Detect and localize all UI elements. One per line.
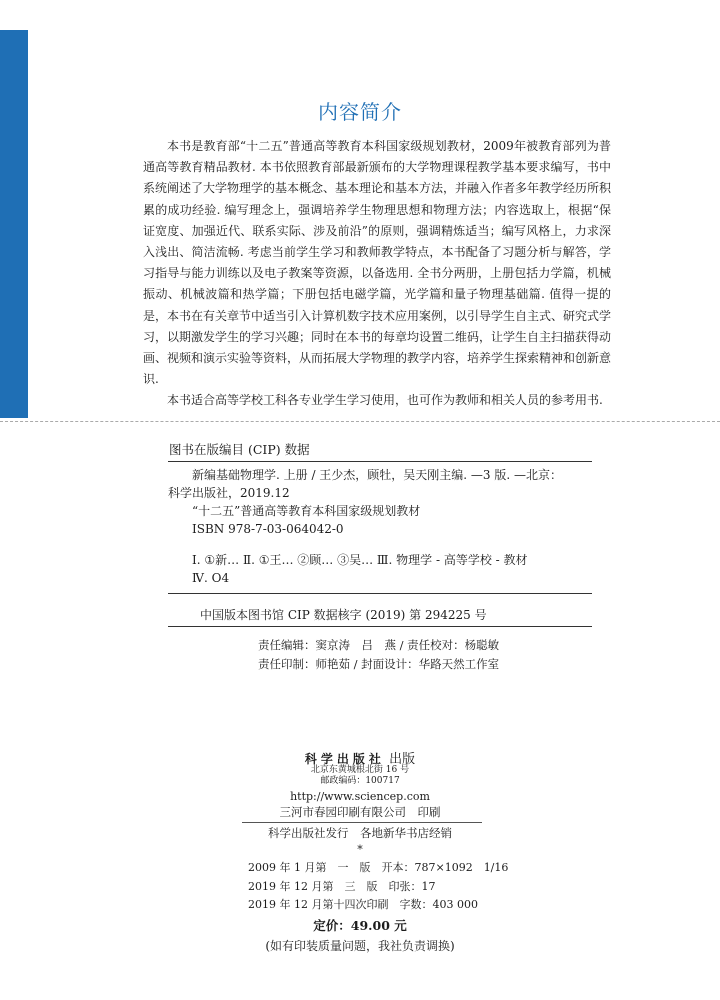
published-label: 出版 [389, 752, 416, 767]
cip-heading: 图书在版编目 (CIP) 数据 [169, 442, 310, 457]
printer-line: 三河市春园印刷有限公司 印刷 [279, 805, 441, 819]
cip-line-classification: Ⅳ. O4 [192, 571, 230, 585]
editor-credits [258, 636, 499, 674]
editor-line-1: 责任编辑：窦京涛 吕 燕 / 责任校对：杨聪敏 [258, 638, 500, 652]
editor-line-2: 责任印制：师艳茹 / 封面设计：华路天然工作室 [258, 657, 500, 671]
edition-info [248, 859, 508, 915]
cip-bottom-rule [168, 626, 592, 627]
cip-number: 中国版本图书馆 CIP 数据核字 (2019) 第 294225 号 [200, 608, 487, 622]
edition-line-2: 2019 年 12 月第 三 版 印张：17 [248, 879, 436, 893]
publisher-logo-text: 科学出版社 [304, 752, 385, 766]
star-divider: * [357, 843, 363, 856]
separator-line [242, 822, 482, 823]
page-title: 内容简介 [318, 100, 402, 124]
cip-line-isbn: ISBN 978-7-03-064042-0 [192, 522, 344, 536]
cip-record [168, 466, 592, 587]
publisher-url: http://www.sciencep.com [290, 790, 430, 803]
blue-accent-bar [0, 30, 28, 418]
section-divider [0, 421, 720, 422]
quality-notice: (如有印装质量问题，我社负责调换) [265, 939, 455, 953]
cip-top-rule [168, 461, 592, 462]
cip-line-subjects: Ⅰ. ①新… Ⅱ. ①王… ②顾… ③吴… Ⅲ. 物理学 - 高等学校 - 教材 [192, 553, 528, 567]
cip-line-title: 新编基础物理学. 上册 / 王少杰，顾牡，吴天刚主编. —3 版. —北京： [192, 468, 563, 482]
cip-middle-rule [168, 593, 592, 594]
publisher-address-block [0, 765, 720, 787]
edition-line-1: 2009 年 1 月第 一 版 开本：787×1092 1/16 [248, 861, 509, 874]
intro-paragraph-2: 本书适合高等学校工科各专业学生学习使用，也可作为教师和相关人员的参考用书. [167, 393, 603, 408]
publisher-postcode: 邮政编码：100717 [320, 776, 400, 786]
publisher-address: 北京东黄城根北街 16 号 [310, 765, 410, 775]
price: 定价：49.00 元 [313, 918, 407, 933]
cip-line-series: “十二五”普通高等教育本科国家级规划教材 [192, 504, 421, 518]
distribution-line: 科学出版社发行 各地新华书店经销 [268, 826, 452, 840]
intro-text [143, 136, 611, 412]
intro-paragraph-1: 本书是教育部“十二五”普通高等教育本科国家级规划教材，2009年被教育部列为普通高等教育精品教材. 本书依照教育部最新颁布的大学物理课程教学基本要求编写，书中系统阐述了大学物理学的基本概念、基本理论和基本方法，并融入作者多年教学经历所积累的成功经验. 编写理念上，强调培养学生物理思想和物理方法；内容选取上，根据“保证宽度、加强近代、联系实际、涉及前沿”的原则，强调精炼适当；编写风格上，力求深入浅出、简洁流畅. 考虑当前学生学习和教师教学特点，本书配备了习题分析与解答，学习指导与能力训练以及电子教案等资源，以备选用. 全书分两册，上册包括力学篇，机械振动、机械波篇和热学篇；下册包括电磁学篇，光学篇和量子物理基础篇. 值得一提的是，本书在有关章节中适当引入计算机数字技术应用案例，以引导学生自主式、研究式学习，以期激发学生的学习兴趣；同时在本书的每章均设置二维码，让学生自主扫描获得动画、视频和演示实验等资料，从而拓展大学物理的教学内容，培养学生探索精神和创新意识. [143, 139, 612, 387]
cip-line-publisher: 科学出版社，2019.12 [168, 486, 290, 500]
edition-line-3: 2019 年 12 月第十四次印刷 字数：403 000 [248, 898, 478, 911]
